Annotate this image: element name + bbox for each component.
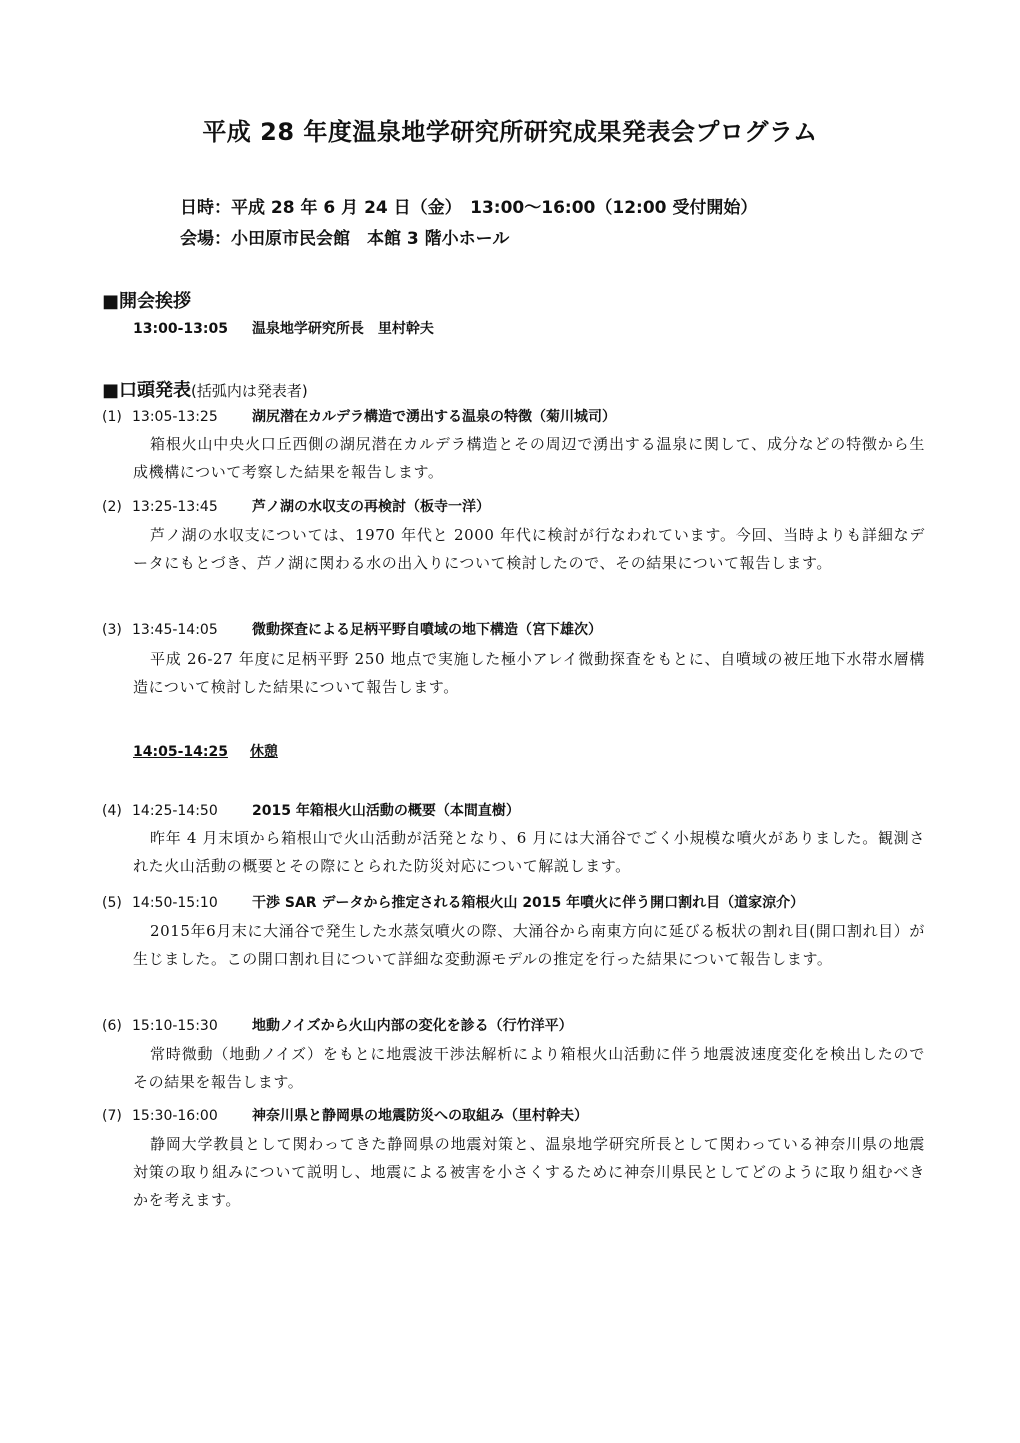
talk-description: 箱根火山中央火口丘西側の湖尻潜在カルデラ構造とその周辺で湧出する温泉に関して、成分などの特徴から生成機構について考察した結果を報告します。	[133, 435, 925, 481]
talk-header	[102, 619, 602, 639]
talk-time: 14:25-14:50	[132, 803, 218, 819]
break-label: 休憩	[249, 744, 278, 760]
talk-title: 2015 年箱根火山活動の概要	[252, 803, 436, 819]
opening-speaker: 温泉地学研究所長 里村幹夫	[251, 321, 434, 337]
talk-description: 静岡大学教員として関わってきた静岡県の地震対策と、温泉地学研究所長として関わっている神奈川県の地震対策の取り組みについて説明し、地震による被害を小さくするために神奈川県民としてどのように取り組むべきかを考えます。	[133, 1135, 925, 1209]
talk-description: 常時微動（地動ノイズ）をもとに地震波干渉法解析により箱根火山活動に伴う地震波速度変化を検出したのでその結果を報告します。	[133, 1045, 925, 1091]
opening-time: 13:00-13:05	[133, 321, 228, 337]
talk-title: 芦ノ湖の水収支の再検討	[252, 499, 406, 515]
talk-presenter: （宮下雄次）	[518, 622, 602, 638]
talk-header	[102, 892, 804, 912]
talk-description: 2015年6月末に大涌谷で発生した水蒸気噴火の際、大涌谷から南東方向に延びる板状の割れ目(開口割れ目）が生じました。この開口割れ目について詳細な変動源モデルの推定を行った結果について報告します。	[133, 922, 925, 968]
break-item	[133, 741, 278, 761]
oral-heading-label: ■口頭発表	[102, 380, 192, 401]
opening-heading: ■開会挨拶	[102, 291, 192, 312]
talk-time: 13:25-13:45	[132, 499, 218, 515]
talk-header	[102, 1015, 573, 1035]
event-date-line: 日時：平成 28 年 6 月 24 日（金） 13:00〜16:00（12:00 受付開始）	[180, 198, 758, 218]
talk-time: 13:45-14:05	[132, 622, 218, 638]
talk-presenter: （板寺一洋）	[406, 499, 490, 515]
talk-description: 平成 26-27 年度に足柄平野 250 地点で実施した極小アレイ微動探査をもとに、自噴域の被圧地下水帯水層構造について検討した結果について報告します。	[133, 650, 925, 696]
break-time: 14:05-14:25	[133, 744, 228, 760]
talk-number: (4)	[102, 803, 122, 819]
talk-presenter: （菊川城司）	[532, 409, 616, 425]
talk-number: (2)	[102, 499, 122, 515]
talk-title: 微動探査による足柄平野自噴域の地下構造	[252, 622, 518, 638]
oral-heading-note: (括弧内は発表者)	[191, 382, 308, 400]
talk-time: 15:30-16:00	[132, 1108, 218, 1124]
talk-title: 神奈川県と静岡県の地震防災への取組み	[252, 1108, 504, 1124]
talk-header	[102, 406, 616, 426]
talk-description: 芦ノ湖の水収支については、1970 年代と 2000 年代に検討が行なわれています。今回、当時よりも詳細なデータにもとづき、芦ノ湖に関わる水の出入りについて検討したので、その結果について報告します。	[133, 526, 925, 572]
talk-header	[102, 496, 490, 516]
talk-presenter: （行竹洋平）	[488, 1018, 573, 1034]
talk-presenter: （本間直樹）	[435, 803, 520, 819]
talk-description: 昨年 4 月末頃から箱根山で火山活動が活発となり、6 月には大涌谷でごく小規模な噴火がありました。観測された火山活動の概要とその際にとられた防災対応について解説します。	[133, 829, 925, 875]
talk-number: (7)	[102, 1108, 122, 1124]
talk-title: 地動ノイズから火山内部の変化を診る	[252, 1018, 489, 1034]
event-venue-line: 会場：小田原市民会館 本館 3 階小ホール	[180, 229, 510, 249]
talk-number: (1)	[102, 409, 122, 425]
talk-time: 13:05-13:25	[132, 409, 218, 425]
talk-number: (3)	[102, 622, 122, 638]
opening-item	[133, 318, 434, 338]
talk-time: 15:10-15:30	[132, 1018, 218, 1034]
talk-number: (5)	[102, 895, 122, 911]
talk-header	[102, 1105, 588, 1125]
talk-presenter: （道家涼介）	[720, 895, 805, 911]
talk-title: 干渉 SAR データから推定される箱根火山 2015 年噴火に伴う開口割れ目	[252, 895, 721, 911]
talk-header	[102, 800, 520, 820]
talk-number: (6)	[102, 1018, 122, 1034]
oral-heading	[102, 376, 308, 402]
talk-time: 14:50-15:10	[132, 895, 218, 911]
talk-title: 湖尻潜在カルデラ構造で湧出する温泉の特徴	[252, 409, 532, 425]
talk-presenter: （里村幹夫）	[504, 1108, 588, 1124]
page-title: 平成 28 年度温泉地学研究所研究成果発表会プログラム	[202, 118, 818, 146]
